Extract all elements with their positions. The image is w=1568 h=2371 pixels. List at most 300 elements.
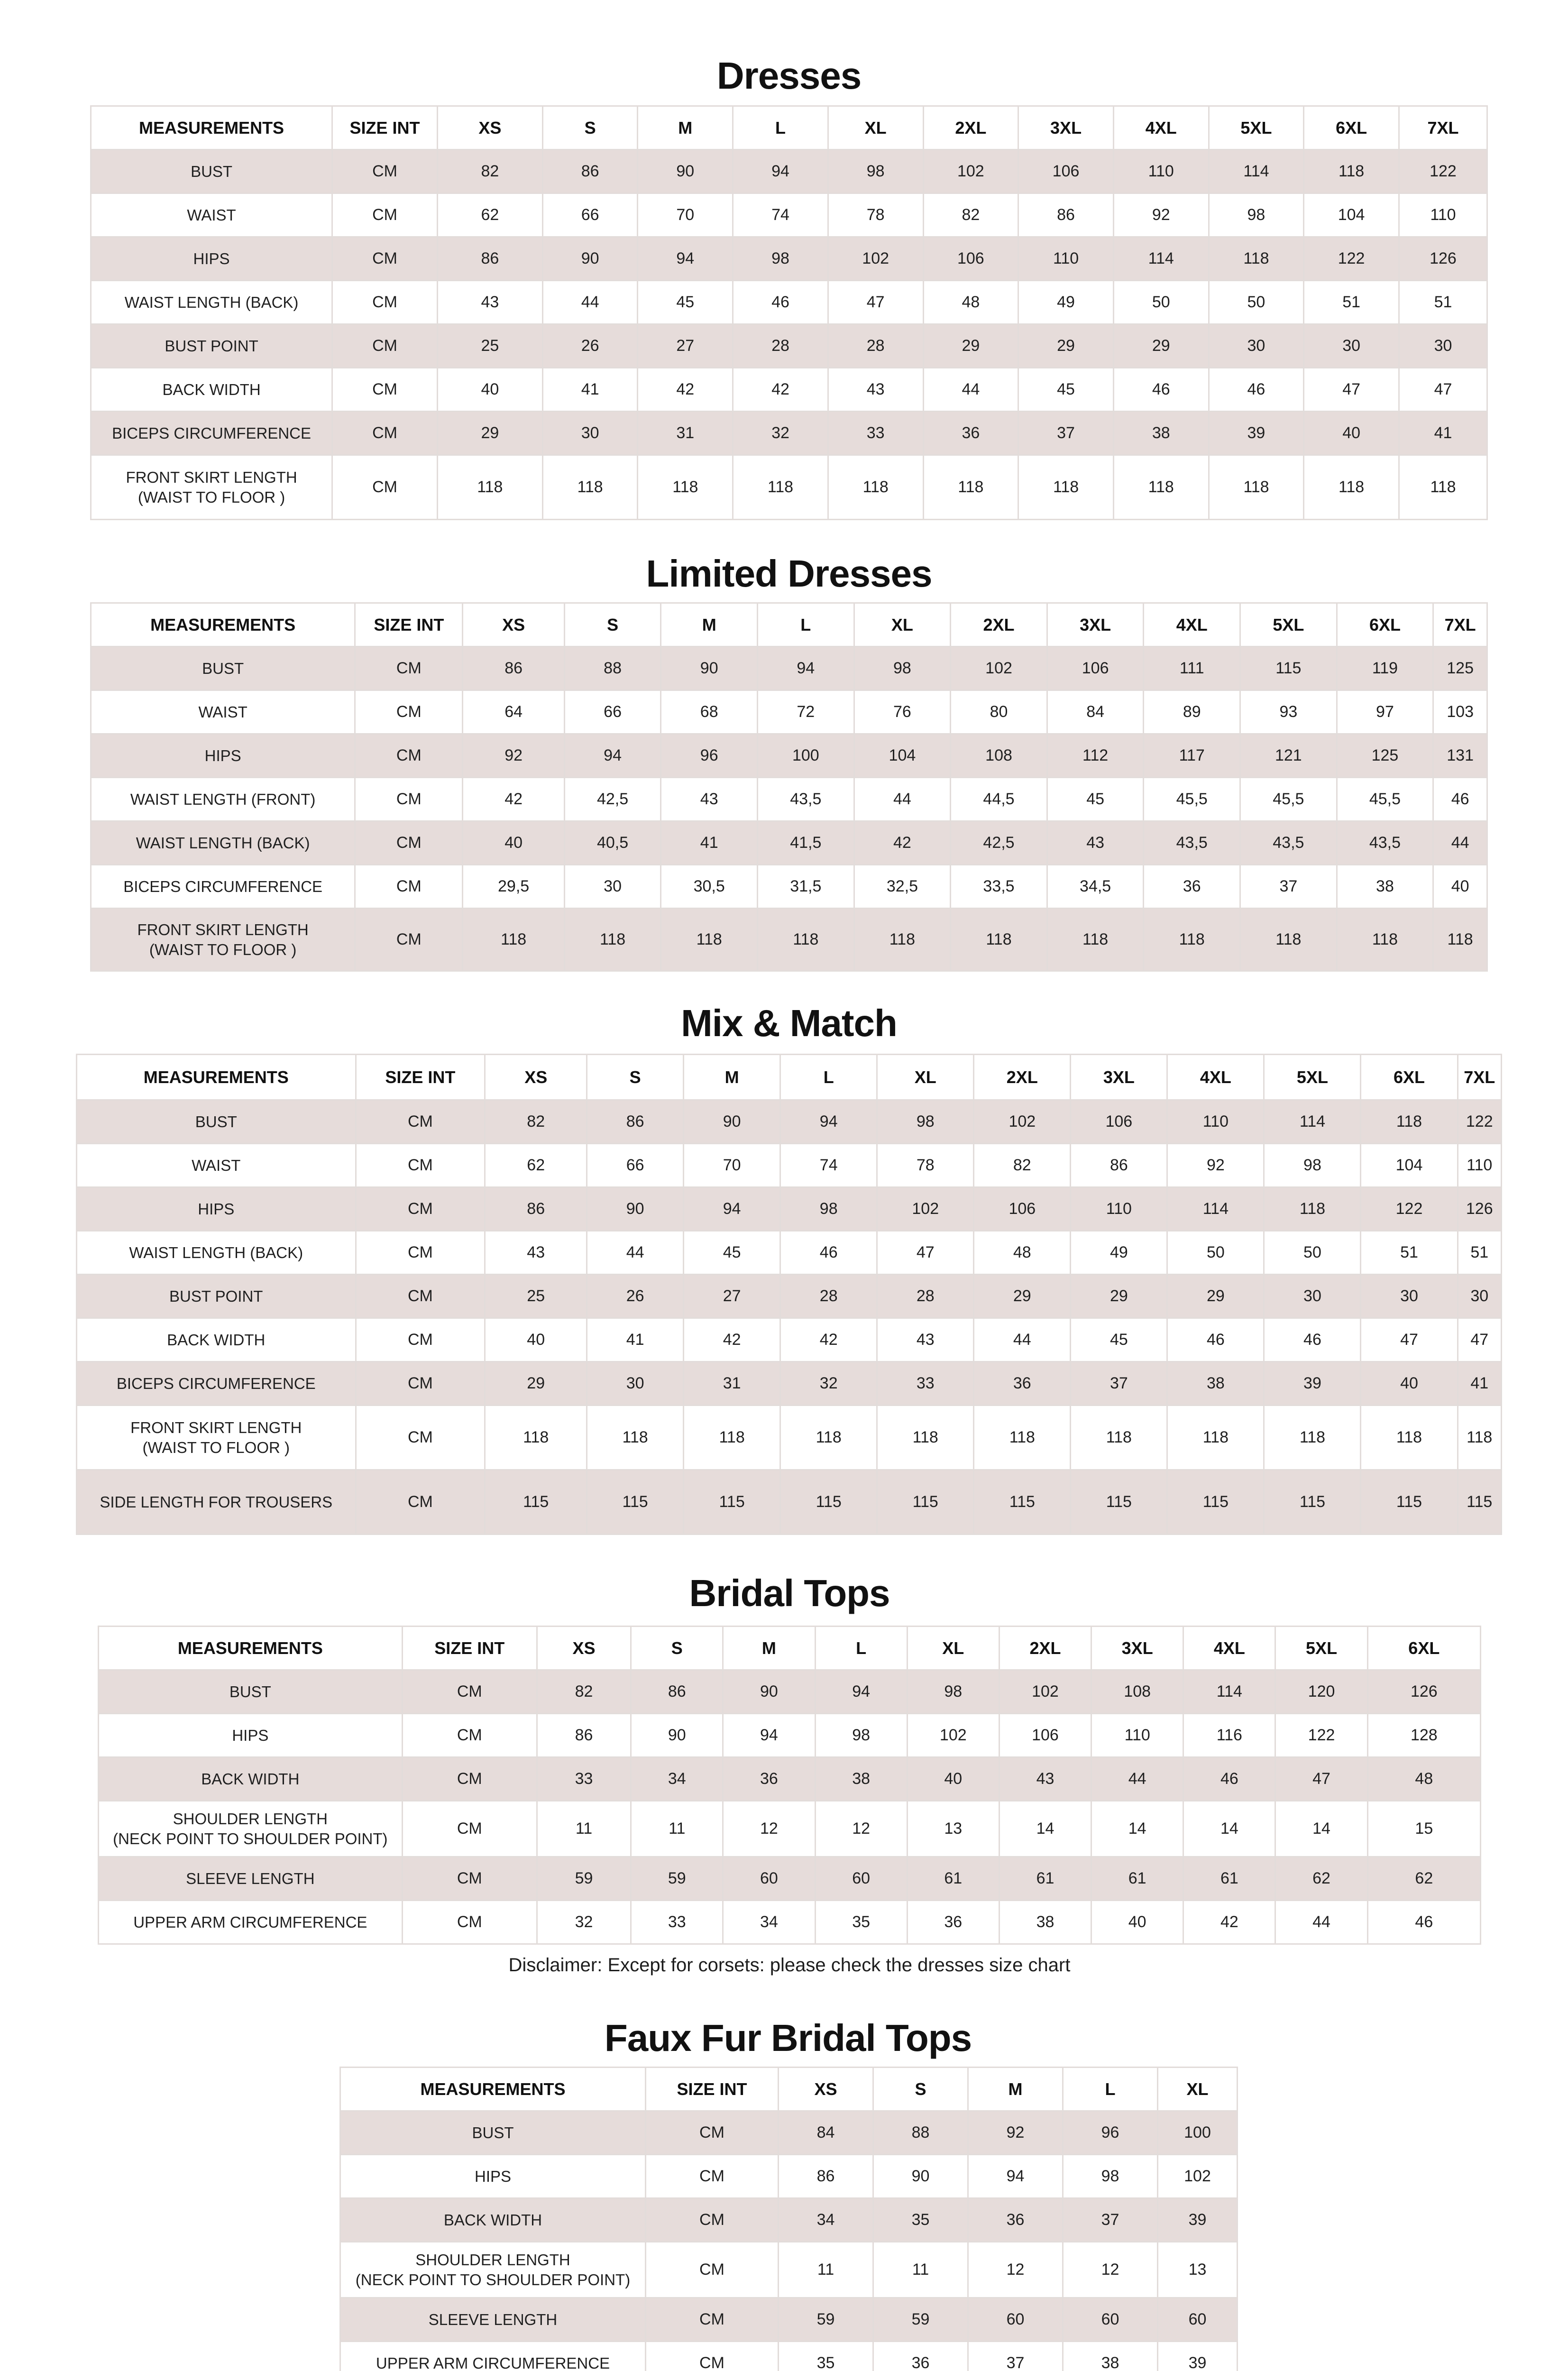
value-cell: 102 <box>1158 2155 1238 2198</box>
value-cell: 84 <box>1047 690 1144 734</box>
value-cell: 47 <box>1304 368 1399 412</box>
value-cell: 115 <box>1361 1470 1458 1535</box>
value-cell: 122 <box>1458 1100 1501 1144</box>
value-cell: 106 <box>1018 150 1114 193</box>
value-cell: 131 <box>1433 734 1487 778</box>
value-cell: 42 <box>463 778 564 821</box>
value-cell: 66 <box>587 1144 684 1187</box>
value-cell: 108 <box>1091 1670 1183 1714</box>
value-cell: 46 <box>1264 1318 1361 1362</box>
value-cell: 50 <box>1167 1231 1264 1275</box>
value-cell: 59 <box>873 2298 968 2342</box>
value-cell: 46 <box>1183 1757 1275 1801</box>
column-header: 3XL <box>1018 106 1114 150</box>
value-cell: 44 <box>587 1231 684 1275</box>
value-cell: 92 <box>968 2111 1063 2155</box>
value-cell: 118 <box>923 455 1018 520</box>
value-cell: 43 <box>1047 821 1144 865</box>
value-cell: 118 <box>437 455 542 520</box>
value-cell: 98 <box>1209 193 1304 237</box>
measurement-label: BICEPS CIRCUMFERENCE <box>91 412 332 455</box>
unit-cell: CM <box>332 324 438 368</box>
column-header: S <box>873 2068 968 2111</box>
measurement-label: BICEPS CIRCUMFERENCE <box>91 865 355 909</box>
value-cell: 118 <box>1144 909 1240 971</box>
value-cell: 33 <box>828 412 923 455</box>
value-cell: 94 <box>968 2155 1063 2198</box>
value-cell: 13 <box>1158 2242 1238 2298</box>
column-header: L <box>733 106 828 150</box>
value-cell: 44,5 <box>951 778 1047 821</box>
unit-cell: CM <box>356 1231 485 1275</box>
value-cell: 106 <box>1047 647 1144 690</box>
value-cell: 36 <box>1144 865 1240 909</box>
value-cell: 118 <box>828 455 923 520</box>
value-cell: 12 <box>723 1801 815 1857</box>
value-cell: 39 <box>1264 1362 1361 1406</box>
value-cell: 118 <box>974 1406 1071 1470</box>
value-cell: 42,5 <box>564 778 661 821</box>
value-cell: 98 <box>1063 2155 1158 2198</box>
value-cell: 80 <box>951 690 1047 734</box>
unit-cell: CM <box>355 734 463 778</box>
value-cell: 59 <box>631 1857 723 1901</box>
value-cell: 94 <box>723 1714 815 1757</box>
value-cell: 37 <box>1018 412 1114 455</box>
value-cell: 94 <box>638 237 733 281</box>
unit-cell: CM <box>402 1901 537 1944</box>
value-cell: 11 <box>873 2242 968 2298</box>
value-cell: 90 <box>684 1100 780 1144</box>
disclaimer-text: Disclaimer: Except for corsets: please check the dresses size chart <box>508 1955 1071 1976</box>
value-cell: 28 <box>780 1275 877 1318</box>
value-cell: 115 <box>1240 647 1337 690</box>
value-cell: 104 <box>1361 1144 1458 1187</box>
measurement-label: WAIST LENGTH (FRONT) <box>91 778 355 821</box>
value-cell: 115 <box>974 1470 1071 1535</box>
column-header: 6XL <box>1304 106 1399 150</box>
value-cell: 89 <box>1144 690 1240 734</box>
value-cell: 37 <box>1063 2198 1158 2242</box>
column-header: MEASUREMENTS <box>340 2068 646 2111</box>
value-cell: 40 <box>1433 865 1487 909</box>
value-cell: 25 <box>485 1275 587 1318</box>
value-cell: 94 <box>815 1670 907 1714</box>
column-header: S <box>587 1055 684 1100</box>
value-cell: 28 <box>733 324 828 368</box>
value-cell: 60 <box>968 2298 1063 2342</box>
value-cell: 50 <box>1113 281 1209 324</box>
value-cell: 30 <box>564 865 661 909</box>
value-cell: 45 <box>1071 1318 1167 1362</box>
value-cell: 33 <box>537 1757 631 1801</box>
value-cell: 66 <box>542 193 638 237</box>
value-cell: 90 <box>631 1714 723 1757</box>
value-cell: 118 <box>1337 909 1433 971</box>
value-cell: 46 <box>1367 1901 1480 1944</box>
measurement-label: BICEPS CIRCUMFERENCE <box>77 1362 356 1406</box>
unit-cell: CM <box>356 1318 485 1362</box>
value-cell: 30 <box>1209 324 1304 368</box>
value-cell: 27 <box>684 1275 780 1318</box>
value-cell: 84 <box>779 2111 873 2155</box>
column-header: L <box>815 1627 907 1670</box>
section-title: Mix & Match <box>681 1002 897 1044</box>
value-cell: 114 <box>1264 1100 1361 1144</box>
column-header: 3XL <box>1047 603 1144 647</box>
unit-cell: CM <box>646 2111 779 2155</box>
value-cell: 115 <box>684 1470 780 1535</box>
unit-cell: CM <box>402 1757 537 1801</box>
value-cell: 98 <box>828 150 923 193</box>
value-cell: 114 <box>1183 1670 1275 1714</box>
value-cell: 88 <box>564 647 661 690</box>
value-cell: 122 <box>1361 1187 1458 1231</box>
value-cell: 125 <box>1433 647 1487 690</box>
value-cell: 38 <box>1167 1362 1264 1406</box>
value-cell: 106 <box>974 1187 1071 1231</box>
value-cell: 61 <box>907 1857 999 1901</box>
value-cell: 62 <box>485 1144 587 1187</box>
value-cell: 125 <box>1337 734 1433 778</box>
column-header: 2XL <box>951 603 1047 647</box>
value-cell: 94 <box>780 1100 877 1144</box>
column-header: XL <box>1158 2068 1238 2111</box>
value-cell: 42 <box>854 821 951 865</box>
value-cell: 41 <box>587 1318 684 1362</box>
value-cell: 118 <box>463 909 564 971</box>
unit-cell: CM <box>355 647 463 690</box>
value-cell: 82 <box>537 1670 631 1714</box>
value-cell: 118 <box>877 1406 974 1470</box>
value-cell: 122 <box>1304 237 1399 281</box>
value-cell: 44 <box>974 1318 1071 1362</box>
value-cell: 92 <box>1113 193 1209 237</box>
column-header: 5XL <box>1275 1627 1367 1670</box>
value-cell: 126 <box>1458 1187 1501 1231</box>
column-header: M <box>684 1055 780 1100</box>
value-cell: 64 <box>463 690 564 734</box>
section-title: Bridal Tops <box>689 1572 890 1614</box>
value-cell: 118 <box>951 909 1047 971</box>
value-cell: 118 <box>1018 455 1114 520</box>
value-cell: 82 <box>974 1144 1071 1187</box>
value-cell: 36 <box>968 2198 1063 2242</box>
column-header: 3XL <box>1091 1627 1183 1670</box>
value-cell: 100 <box>1158 2111 1238 2155</box>
column-header: XS <box>537 1627 631 1670</box>
value-cell: 102 <box>974 1100 1071 1144</box>
value-cell: 11 <box>779 2242 873 2298</box>
value-cell: 51 <box>1458 1231 1501 1275</box>
column-header: S <box>564 603 661 647</box>
value-cell: 48 <box>923 281 1018 324</box>
value-cell: 121 <box>1240 734 1337 778</box>
value-cell: 28 <box>877 1275 974 1318</box>
unit-cell: CM <box>356 1100 485 1144</box>
value-cell: 12 <box>815 1801 907 1857</box>
value-cell: 118 <box>1264 1187 1361 1231</box>
value-cell: 45,5 <box>1240 778 1337 821</box>
unit-cell: CM <box>332 150 438 193</box>
unit-cell: CM <box>402 1857 537 1901</box>
value-cell: 110 <box>1167 1100 1264 1144</box>
value-cell: 62 <box>437 193 542 237</box>
value-cell: 98 <box>733 237 828 281</box>
unit-cell: CM <box>402 1714 537 1757</box>
value-cell: 44 <box>542 281 638 324</box>
unit-cell: CM <box>332 368 438 412</box>
value-cell: 118 <box>1209 455 1304 520</box>
value-cell: 39 <box>1158 2198 1238 2242</box>
value-cell: 26 <box>587 1275 684 1318</box>
value-cell: 43,5 <box>1240 821 1337 865</box>
value-cell: 62 <box>1275 1857 1367 1901</box>
column-header: SIZE INT <box>646 2068 779 2111</box>
column-header: 2XL <box>974 1055 1071 1100</box>
measurement-label: BACK WIDTH <box>99 1757 403 1801</box>
value-cell: 70 <box>684 1144 780 1187</box>
unit-cell: CM <box>402 1801 537 1857</box>
value-cell: 96 <box>661 734 758 778</box>
value-cell: 76 <box>854 690 951 734</box>
value-cell: 14 <box>999 1801 1091 1857</box>
value-cell: 46 <box>1167 1318 1264 1362</box>
value-cell: 47 <box>1361 1318 1458 1362</box>
value-cell: 29 <box>923 324 1018 368</box>
value-cell: 110 <box>1071 1187 1167 1231</box>
value-cell: 45 <box>638 281 733 324</box>
value-cell: 44 <box>1433 821 1487 865</box>
column-header: MEASUREMENTS <box>77 1055 356 1100</box>
value-cell: 118 <box>661 909 758 971</box>
unit-cell: CM <box>646 2198 779 2242</box>
value-cell: 88 <box>873 2111 968 2155</box>
value-cell: 82 <box>437 150 542 193</box>
value-cell: 106 <box>923 237 1018 281</box>
value-cell: 30 <box>1361 1275 1458 1318</box>
value-cell: 14 <box>1091 1801 1183 1857</box>
value-cell: 59 <box>779 2298 873 2342</box>
value-cell: 40 <box>1304 412 1399 455</box>
value-cell: 43 <box>877 1318 974 1362</box>
value-cell: 115 <box>1167 1470 1264 1535</box>
unit-cell: CM <box>355 821 463 865</box>
unit-cell: CM <box>402 1670 537 1714</box>
section-shoes <box>360 0 1216 2371</box>
value-cell: 102 <box>877 1187 974 1231</box>
value-cell: 30 <box>1458 1275 1501 1318</box>
value-cell: 41,5 <box>758 821 854 865</box>
measurement-label: BUST POINT <box>91 324 332 368</box>
measurement-label: FRONT SKIRT LENGTH (WAIST TO FLOOR ) <box>77 1406 356 1470</box>
value-cell: 38 <box>1113 412 1209 455</box>
measurement-label: WAIST <box>91 690 355 734</box>
value-cell: 126 <box>1367 1670 1480 1714</box>
value-cell: 111 <box>1144 647 1240 690</box>
value-cell: 30 <box>587 1362 684 1406</box>
measurement-label: BUST <box>91 647 355 690</box>
value-cell: 42 <box>780 1318 877 1362</box>
value-cell: 29 <box>974 1275 1071 1318</box>
value-cell: 35 <box>873 2198 968 2242</box>
value-cell: 61 <box>1091 1857 1183 1901</box>
value-cell: 128 <box>1367 1714 1480 1757</box>
value-cell: 49 <box>1018 281 1114 324</box>
value-cell: 37 <box>968 2342 1063 2371</box>
unit-cell: CM <box>355 778 463 821</box>
value-cell: 97 <box>1337 690 1433 734</box>
value-cell: 43 <box>828 368 923 412</box>
value-cell: 92 <box>1167 1144 1264 1187</box>
value-cell: 110 <box>1399 193 1487 237</box>
value-cell: 86 <box>437 237 542 281</box>
measurement-label: HIPS <box>77 1187 356 1231</box>
column-header: 6XL <box>1361 1055 1458 1100</box>
value-cell: 30 <box>1304 324 1399 368</box>
value-cell: 13 <box>907 1801 999 1857</box>
value-cell: 48 <box>1367 1757 1480 1801</box>
value-cell: 45 <box>1018 368 1114 412</box>
value-cell: 115 <box>877 1470 974 1535</box>
value-cell: 44 <box>854 778 951 821</box>
column-header: MEASUREMENTS <box>91 603 355 647</box>
measurement-label: BACK WIDTH <box>340 2198 646 2242</box>
value-cell: 33 <box>877 1362 974 1406</box>
measurement-label: SHOULDER LENGTH (NECK POINT TO SHOULDER POINT) <box>99 1801 403 1857</box>
value-cell: 47 <box>877 1231 974 1275</box>
value-cell: 74 <box>780 1144 877 1187</box>
column-header: 2XL <box>999 1627 1091 1670</box>
column-header: XL <box>907 1627 999 1670</box>
value-cell: 118 <box>854 909 951 971</box>
value-cell: 37 <box>1240 865 1337 909</box>
column-header: XS <box>463 603 564 647</box>
column-header: 4XL <box>1144 603 1240 647</box>
value-cell: 44 <box>1091 1757 1183 1801</box>
value-cell: 32 <box>733 412 828 455</box>
value-cell: 98 <box>854 647 951 690</box>
value-cell: 120 <box>1275 1670 1367 1714</box>
value-cell: 118 <box>587 1406 684 1470</box>
value-cell: 122 <box>1275 1714 1367 1757</box>
value-cell: 46 <box>733 281 828 324</box>
value-cell: 44 <box>1275 1901 1367 1944</box>
column-header: XL <box>854 603 951 647</box>
value-cell: 36 <box>907 1901 999 1944</box>
value-cell: 118 <box>1399 455 1487 520</box>
value-cell: 86 <box>1071 1144 1167 1187</box>
column-header: L <box>780 1055 877 1100</box>
value-cell: 90 <box>638 150 733 193</box>
value-cell: 11 <box>631 1801 723 1857</box>
section-title: Faux Fur Bridal Tops <box>604 2017 972 2059</box>
value-cell: 14 <box>1183 1801 1275 1857</box>
value-cell: 30 <box>542 412 638 455</box>
value-cell: 102 <box>951 647 1047 690</box>
value-cell: 30 <box>1399 324 1487 368</box>
column-header: 5XL <box>1240 603 1337 647</box>
column-header: M <box>968 2068 1063 2111</box>
value-cell: 118 <box>1264 1406 1361 1470</box>
value-cell: 50 <box>1209 281 1304 324</box>
value-cell: 86 <box>779 2155 873 2198</box>
value-cell: 90 <box>587 1187 684 1231</box>
value-cell: 34 <box>631 1757 723 1801</box>
value-cell: 126 <box>1399 237 1487 281</box>
value-cell: 94 <box>758 647 854 690</box>
column-header: 5XL <box>1264 1055 1361 1100</box>
value-cell: 118 <box>1304 150 1399 193</box>
value-cell: 37 <box>1071 1362 1167 1406</box>
measurement-label: SLEEVE LENGTH <box>340 2298 646 2342</box>
value-cell: 47 <box>1399 368 1487 412</box>
value-cell: 39 <box>1158 2342 1238 2371</box>
value-cell: 115 <box>1264 1470 1361 1535</box>
value-cell: 40 <box>437 368 542 412</box>
value-cell: 47 <box>1275 1757 1367 1801</box>
value-cell: 118 <box>1047 909 1144 971</box>
value-cell: 46 <box>1433 778 1487 821</box>
column-header: SIZE INT <box>355 603 463 647</box>
value-cell: 118 <box>1361 1100 1458 1144</box>
column-header: S <box>631 1627 723 1670</box>
value-cell: 110 <box>1113 150 1209 193</box>
value-cell: 118 <box>780 1406 877 1470</box>
value-cell: 118 <box>684 1406 780 1470</box>
value-cell: 40 <box>1091 1901 1183 1944</box>
value-cell: 96 <box>1063 2111 1158 2155</box>
value-cell: 47 <box>1458 1318 1501 1362</box>
column-header: M <box>723 1627 815 1670</box>
unit-cell: CM <box>332 237 438 281</box>
column-header: 7XL <box>1458 1055 1501 1100</box>
value-cell: 46 <box>1209 368 1304 412</box>
value-cell: 31 <box>638 412 733 455</box>
value-cell: 92 <box>463 734 564 778</box>
value-cell: 32 <box>780 1362 877 1406</box>
value-cell: 78 <box>828 193 923 237</box>
value-cell: 47 <box>828 281 923 324</box>
value-cell: 40,5 <box>564 821 661 865</box>
column-header: S <box>542 106 638 150</box>
value-cell: 30,5 <box>661 865 758 909</box>
column-header: SIZE INT <box>332 106 438 150</box>
measurement-label: WAIST LENGTH (BACK) <box>91 281 332 324</box>
measurement-label: WAIST <box>77 1144 356 1187</box>
value-cell: 110 <box>1018 237 1114 281</box>
value-cell: 15 <box>1367 1801 1480 1857</box>
measurement-label: HIPS <box>99 1714 403 1757</box>
measurement-label: HIPS <box>91 734 355 778</box>
value-cell: 98 <box>815 1714 907 1757</box>
value-cell: 66 <box>564 690 661 734</box>
value-cell: 43 <box>661 778 758 821</box>
measurement-label: WAIST LENGTH (BACK) <box>77 1231 356 1275</box>
value-cell: 26 <box>542 324 638 368</box>
value-cell: 114 <box>1209 150 1304 193</box>
value-cell: 118 <box>485 1406 587 1470</box>
value-cell: 41 <box>661 821 758 865</box>
value-cell: 115 <box>780 1470 877 1535</box>
measurement-label: HIPS <box>340 2155 646 2198</box>
value-cell: 33,5 <box>951 865 1047 909</box>
unit-cell: CM <box>332 455 438 520</box>
value-cell: 38 <box>999 1901 1091 1944</box>
value-cell: 118 <box>1167 1406 1264 1470</box>
value-cell: 118 <box>1458 1406 1501 1470</box>
value-cell: 42 <box>684 1318 780 1362</box>
